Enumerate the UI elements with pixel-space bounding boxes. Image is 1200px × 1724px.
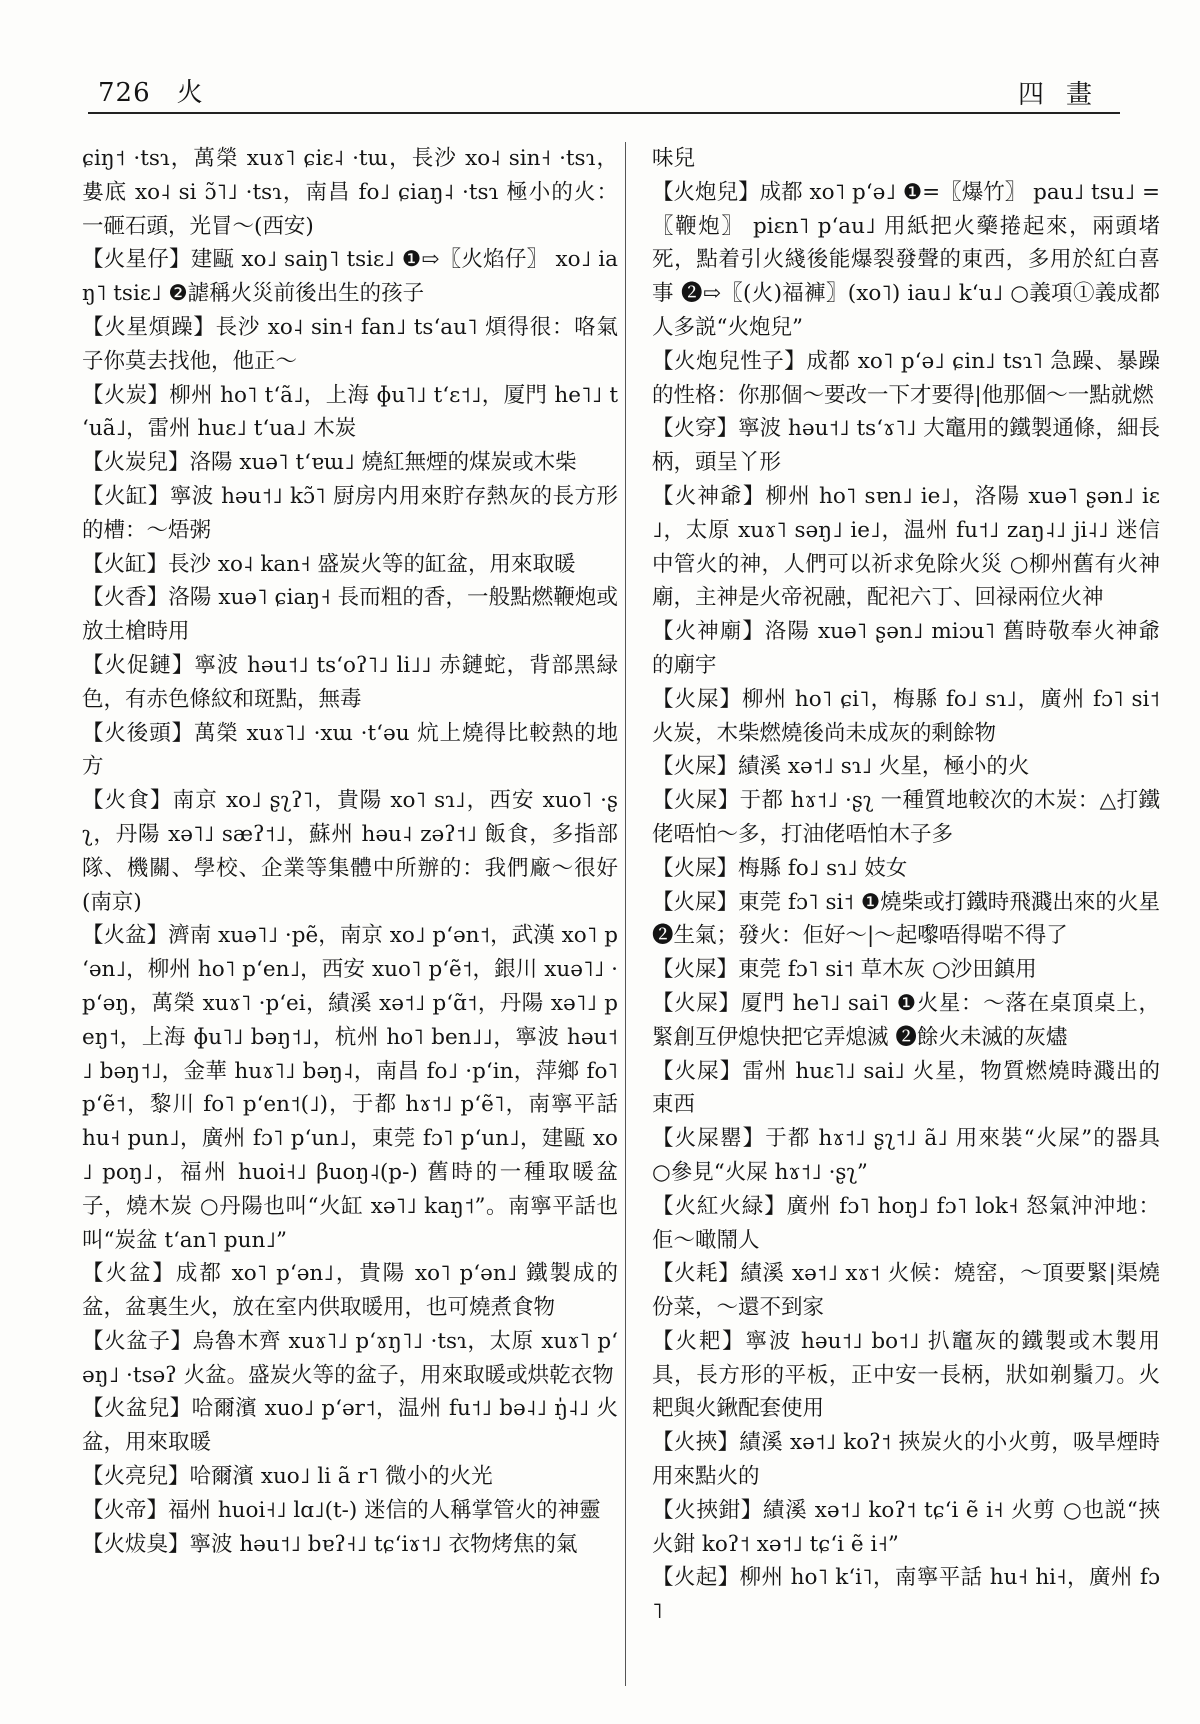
dictionary-entry: 【火紅火緑】廣州 fɔ˥ hoŋ˩ fɔ˥ lok˧ 怒氣沖沖地：佢～噉鬧人	[652, 1193, 1160, 1253]
dictionary-entry: 【火屎】柳州 ho˥ ɕi˥，梅縣 fo˩ sɿ˩，廣州 fɔ˥ si˦ 火炭，木柴燃燒後尚未成灰的剩餘物	[652, 686, 1160, 746]
dictionary-entry: 【火盆兒】哈爾濱 xuo˩ pʻər˦，温州 fu˦˩ bə˨˩ ŋ̍˨˩ 火盆，用來取暖	[82, 1396, 618, 1456]
dictionary-entry: 【火炮兒】成都 xo˥ pʻə˩ ❶=〖爆竹〗 pau˩ tsu˩ =〖鞭炮〗 piɛn˥ pʻau˩ 用紙把火藥捲起來，兩頭堵死，點着引火綫後能爆裂發聲的東西，多用於紅白喜事 ❷⇨〖(火)福褲〗(xo˥) iau˩ kʻu˩ ○義項①義成都人多説“火炮兒”	[652, 179, 1160, 340]
dictionary-entry: 【火炦臭】寧波 həu˦˩ bɐʔ˧˩ tɕʻiɤ˦˩ 衣物烤焦的氣	[82, 1531, 578, 1557]
dictionary-entry: ɕiŋ˦ ·tsɿ，萬榮 xuɤ˥ ɕiɛ˨ ·tɯ，長沙 xo˨ sin˧ ·tsɿ，婁底 xo˨ si ɔ̃˥˩ ·tsɿ，南昌 fo˩ ɕiaŋ˨ ·tsɿ 極小的火：一砸石頭，光冒～(西安)	[82, 146, 618, 239]
dictionary-entry: 【火炭】柳州 ho˥ tʻã˩，上海 ɸu˥˩ tʻɛ˦˩，厦門 he˥˩ tʻuã˩，雷州 huɛ˩ tʻua˩ 木炭	[82, 382, 618, 442]
dictionary-entry: 【火耗】績溪 xə˦˩ xɤ˦ 火候：燒窑，～頂要緊|渠燒份菜，～還不到家	[652, 1261, 1160, 1321]
dictionary-entry: 【火挾】績溪 xə˦˩ koʔ˦ 挾炭火的小火剪，吸旱煙時用來點火的	[652, 1430, 1160, 1490]
dictionary-entry: 【火帝】福州 huoi˧˩ lɑ˩(t-) 迷信的人稱掌管火的神靈	[82, 1497, 601, 1523]
page-number: 726	[98, 78, 151, 108]
dictionary-entry: 【火盆】成都 xo˥ pʻən˩，貴陽 xo˥ pʻən˩ 鐵製成的盆，盆裏生火，放在室内供取暖用，也可燒煮食物	[82, 1261, 618, 1321]
dictionary-entry: 【火屎】績溪 xə˦˩ sɿ˩ 火星，極小的火	[652, 754, 1030, 780]
dictionary-entry: 【火神廟】洛陽 xuə˥ ʂən˩ miɔu˥ 舊時敬奉火神爺的廟宇	[652, 619, 1160, 678]
dictionary-entry: 【火促鏈】寧波 həu˦˩ tsʻoʔ˥˩ li˩˩ 赤鏈蛇，背部黑緑色，有赤色條紋和斑點，無毒	[82, 652, 618, 712]
dictionary-entry: 【火屎】東莞 fɔ˥ si˦ ❶燒柴或打鐵時飛濺出來的火星 ❷生氣；發火：佢好～|～起嚟唔得啱不得了	[652, 889, 1160, 949]
dictionary-entry: 【火起】柳州 ho˥ kʻi˥，南寧平話 hu˧ hi˧，廣州 fɔ˥	[652, 1565, 1160, 1625]
head-character: 火	[176, 78, 204, 108]
dictionary-entry: 【火屎】于都 hɤ˦˩ ·ʂʅ 一種質地較次的木炭：△打鐵佬唔怕～多，打油佬唔怕木子多	[652, 788, 1160, 847]
dictionary-entry: 【火盆子】烏魯木齊 xuɤ˥˩ pʻɤŋ˥˩ ·tsɿ，太原 xuɤ˥ pʻəŋ˩ ·tsəʔ 火盆。盛炭火等的盆子，用來取暖或烘乾衣物	[82, 1328, 618, 1388]
left-column	[80, 142, 618, 1561]
dictionary-entry: 【火穿】寧波 həu˦˩ tsʻɤ˥˩ 大竈用的鐵製通條，細長柄，頭呈丫形	[652, 416, 1160, 476]
dictionary-entry: 【火亮兒】哈爾濱 xuo˩ li ã r˥ 微小的火光	[82, 1464, 493, 1490]
dictionary-entry: 【火屎】厦門 he˥˩ sai˥ ❶火星：～落在桌頂桌上，緊創互伊熄快把它弄熄滅 ❷餘火未滅的灰燼	[652, 990, 1160, 1050]
dictionary-entry: 【火後頭】萬榮 xuɤ˥˩ ·xɯ ·tʻəu 炕上燒得比較熱的地方	[82, 720, 618, 780]
dictionary-entry: 【火神爺】柳州 ho˥ sɐn˩ ie˩，洛陽 xuə˥ ʂən˩ iɛ˩，太原 xuɤ˥ səŋ˩ ie˩，温州 fu˦˩ zaŋ˨˩ ji˨˩ 迷信中管火的神，人們可以祈求免除火災 ○柳州舊有火神廟，主神是火帝祝融，配祀六丁、回禄兩位火神	[652, 483, 1160, 611]
dictionary-entry: 【火香】洛陽 xuə˥ ɕiaŋ˧ 長而粗的香，一般點燃鞭炮或放土槍時用	[82, 585, 618, 645]
column-divider	[625, 142, 626, 1686]
dictionary-entry: 【火屎】雷州 huɛ˥˩ sai˩ 火星，物質燃燒時濺出的東西	[652, 1058, 1160, 1118]
header-left	[98, 72, 204, 109]
dictionary-entry: 【火屎】東莞 fɔ˥ si˦ 草木灰 ○沙田鎮用	[652, 957, 1037, 983]
dictionary-entry: 【火挾鉗】績溪 xə˦˩ koʔ˦ tɕʻi ẽ i˧ 火剪 ○也説“挾火鉗 koʔ˦ xə˦˩ tɕʻi ẽ i˧”	[652, 1497, 1160, 1557]
dictionary-entry: 【火耙】寧波 həu˦˩ bo˦˩ 扒竈灰的鐵製或木製用具，長方形的平板，正中安一長柄，狀如剃鬚刀。火耙與火鍬配套使用	[652, 1328, 1160, 1422]
dictionary-entry: 【火缸】長沙 xo˨ kan˧ 盛炭火等的缸盆，用來取暖	[82, 551, 576, 577]
dictionary-entry: 【火食】南京 xo˩ ʂʅʔ˥，貴陽 xo˥ sɿ˩，西安 xuo˥ ·ʂʅ，丹陽 xə˥˩ sæʔ˦˩，蘇州 həu˨ zəʔ˦˩ 飯食，多指部隊、機關、學校、企業等集體中所辦的：我們廠～很好(南京)	[82, 788, 618, 915]
dictionary-entry: 【火炮兒性子】成都 xo˥ pʻə˩ ɕin˩ tsɿ˥ 急躁、暴躁的性格：你那個～要改一下才要得|他那個～一點就燃	[652, 348, 1160, 408]
section-label: 四畫	[1017, 80, 1114, 110]
right-column	[650, 142, 1160, 1629]
dictionary-entry: 【火炭兒】洛陽 xuə˥ tʻɐɯ˩ 燒紅無煙的煤炭或木柴	[82, 450, 577, 476]
page-header	[88, 72, 1120, 114]
dictionary-entry: 【火屎罌】于都 hɤ˦˩ ʂʅ˦˩ ã˩ 用來裝“火屎”的器具 ○參見“火屎 hɤ˦˩ ·ʂʅ”	[652, 1126, 1160, 1185]
dictionary-entry: 【火星煩躁】長沙 xo˨ sin˧ fan˩ tsʻau˥ 煩得很：咯氣子你莫去找他，他正～	[82, 314, 618, 374]
dictionary-entry: 【火盆】濟南 xuə˥˩ ·pẽ，南京 xo˩ pʻən˦，武漢 xo˥ pʻən˩，柳州 ho˥ pʻen˩，西安 xuo˥ pʻẽ˦，銀川 xuə˥˩ ·pʻəŋ，萬榮 xuɤ˥ ·pʻei，績溪 xə˦˩ pʻɑ̃˦，丹陽 xə˥˩ peŋ˦，上海 ɸu˥˩ bəŋ˦˩，杭州 ho˥ ben˩˩，寧波 həu˦˩ bəŋ˦˩，金華 huɤ˥˩ bəŋ˨，南昌 fo˩ ·pʻin，萍鄉 fo˥ pʻẽ˦，黎川 fo˥ pʻen˦(˩)，于都 hɤ˦˩ pʻẽ˥，南寧平話 hu˧ pun˩，廣州 fɔ˥ pʻun˩，東莞 fɔ˥ pʻun˩，建甌 xo˩ poŋ˩，福州 huoi˧˩ βuoŋ˨(p-) 舊時的一種取暖盆子，燒木炭 ○丹陽也叫“火缸 xə˥˩ kaŋ˦”。南寧平話也叫“炭盆 tʻan˥ pun˩”	[82, 923, 618, 1253]
dictionary-entry: 【火缸】寧波 həu˦˩ kɔ̃˥ 厨房内用來貯存熱灰的長方形的槽：～焐粥	[82, 483, 618, 543]
dictionary-entry: 味兒	[652, 146, 696, 171]
dictionary-entry: 【火星仔】建甌 xo˩ saiŋ˥ tsiɛ˩ ❶⇨〖火焰仔〗 xo˩ iaŋ˥ tsiɛ˩ ❷謔稱火災前後出生的孩子	[82, 247, 618, 307]
dictionary-entry: 【火屎】梅縣 fo˩ sɿ˩ 妓女	[652, 855, 908, 881]
